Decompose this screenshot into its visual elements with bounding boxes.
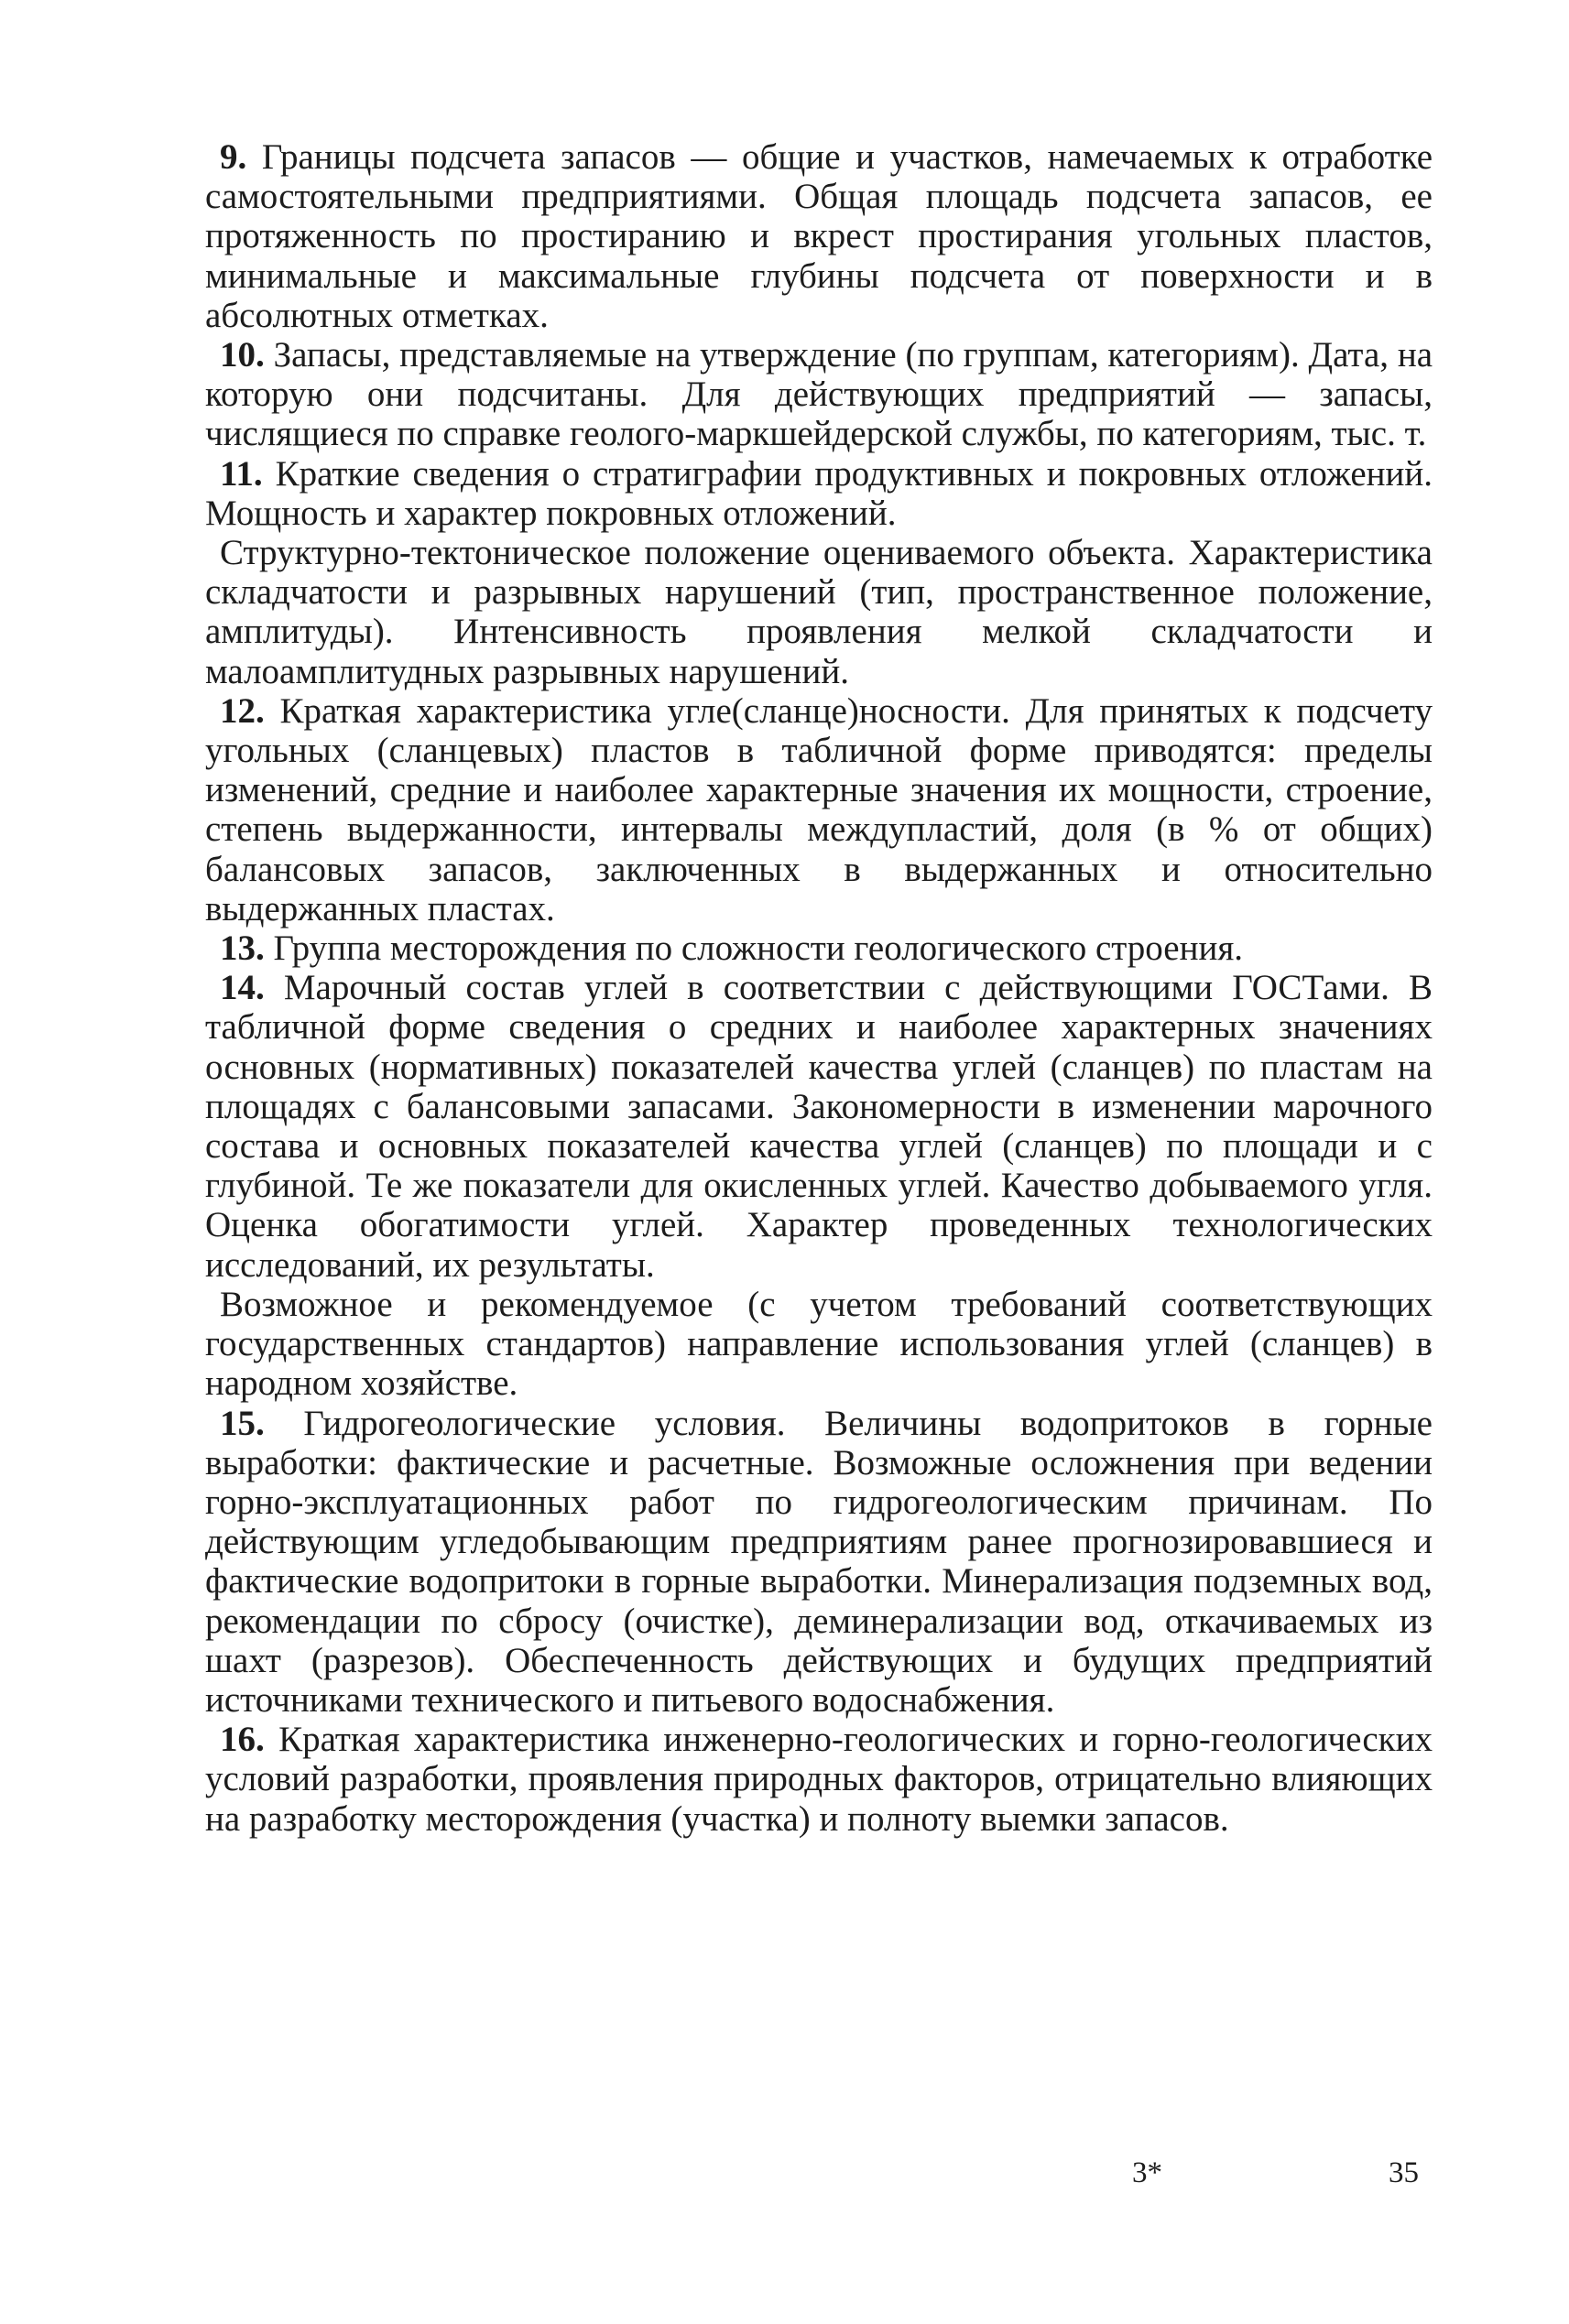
paragraph-text: Границы подсчета запасов — общие и участков, намечаемых к отработке самостоятельными предприятиями. Общая площадь подсчета запасов, ее протяженность по простиранию и вкрест простирания угольных пластов, минимальные и максимальные глубины подсчета от поверхности и в абсолютных отметках. (205, 137, 1433, 335)
paragraph-text: Марочный состав углей в соответствии с действующими ГОСТами. В табличной форме сведения о средних и наиболее характерных значениях основных (нормативных) показателей качества углей (сланцев) по пластам на площадях с балансовыми запасами. Закономерности в изменении марочного состава и основных показателей качества углей (сланцев) по площади и с глубиной. Те же показатели для окисленных углей. Качество добываемого угля. Оценка обогатимости углей. Характер проведенных технологических исследований, их результаты. (205, 968, 1433, 1285)
paragraph-16 (205, 1720, 1433, 1839)
paragraph-number: 9. (220, 137, 247, 177)
paragraph-number: 12. (220, 690, 265, 731)
paragraph-13 (205, 929, 1433, 968)
paragraph-text: Краткая характеристика инженерно-геологических и горно-геологических условий разработки, проявления природных факторов, отрицательно влияющих на разработку месторождения (участка) и полноту выемки запасов. (205, 1720, 1433, 1839)
paragraph-12 (205, 691, 1433, 929)
paragraph-14 (205, 968, 1433, 1285)
paragraph-text: Краткие сведения о стратиграфии продуктивных и покровных отложений. Мощность и характер покровных отложений. (205, 453, 1433, 533)
paragraph-9 (205, 137, 1433, 335)
paragraph-text: Группа месторождения по сложности геологического строения. (273, 929, 1244, 969)
paragraph-number: 16. (220, 1720, 265, 1760)
page-footer (0, 2156, 1569, 2202)
paragraph-number: 10. (220, 335, 265, 375)
paragraph-10 (205, 335, 1433, 454)
paragraph-number: 14. (220, 968, 265, 1008)
paragraph-11 (205, 454, 1433, 533)
paragraph-text: Краткая характеристика угле(сланце)носности. Для принятых к подсчету угольных (сланцевых) пластов в табличной форме приводятся: пределы изменений, средние и наиболее характерные значения их мощности, строение, степень выдержанности, интервалы междупластий, доля (в % от общих) балансовых запасов, заключенных в выдержанных и относительно выдержанных пластах. (205, 690, 1433, 929)
paragraph-text: Запасы, представляемые на утверждение (по группам, категориям). Дата, на которую они подсчитаны. Для действующих предприятий — запасы, числящиеся по справке геолого-маркшейдерской службы, по категориям, тыс. т. (205, 335, 1433, 454)
paragraph-number: 11. (220, 453, 263, 494)
paragraph-11-continued (205, 533, 1433, 691)
paragraph-number: 15. (220, 1403, 265, 1443)
body-text (205, 137, 1433, 1839)
paragraph-14-continued (205, 1285, 1433, 1404)
paragraph-15 (205, 1404, 1433, 1721)
page-number: 35 (1389, 2156, 1419, 2189)
paragraph-text: Гидрогеологические условия. Величины водопритоков в горные выработки: фактические и расчетные. Возможные осложнения при ведении горно-эксплуатационных работ по гидрогеологическим причинам. По действующим угледобывающим предприятиям ранее прогнозировавшиеся и фактические водопритоки в горные выработки. Минерализация подземных вод, рекомендации по сбросу (очистке), деминерализации вод, откачиваемых из шахт (разрезов). Обеспеченность действующих и будущих предприятий источниками технического и питьевого водоснабжения. (205, 1403, 1433, 1720)
signature-mark: 3* (1132, 2156, 1162, 2189)
paragraph-text: Возможное и рекомендуемое (с учетом требований соответствующих государственных стандартов) направление использования углей (сланцев) в народном хозяйстве. (205, 1284, 1433, 1404)
paragraph-number: 13. (220, 929, 265, 969)
paragraph-text: Структурно-тектоническое положение оцениваемого объекта. Характеристика складчатости и разрывных нарушений (тип, пространственное положение, амплитуды). Интенсивность проявления мелкой складчатости и малоамплитудных разрывных нарушений. (205, 533, 1433, 691)
